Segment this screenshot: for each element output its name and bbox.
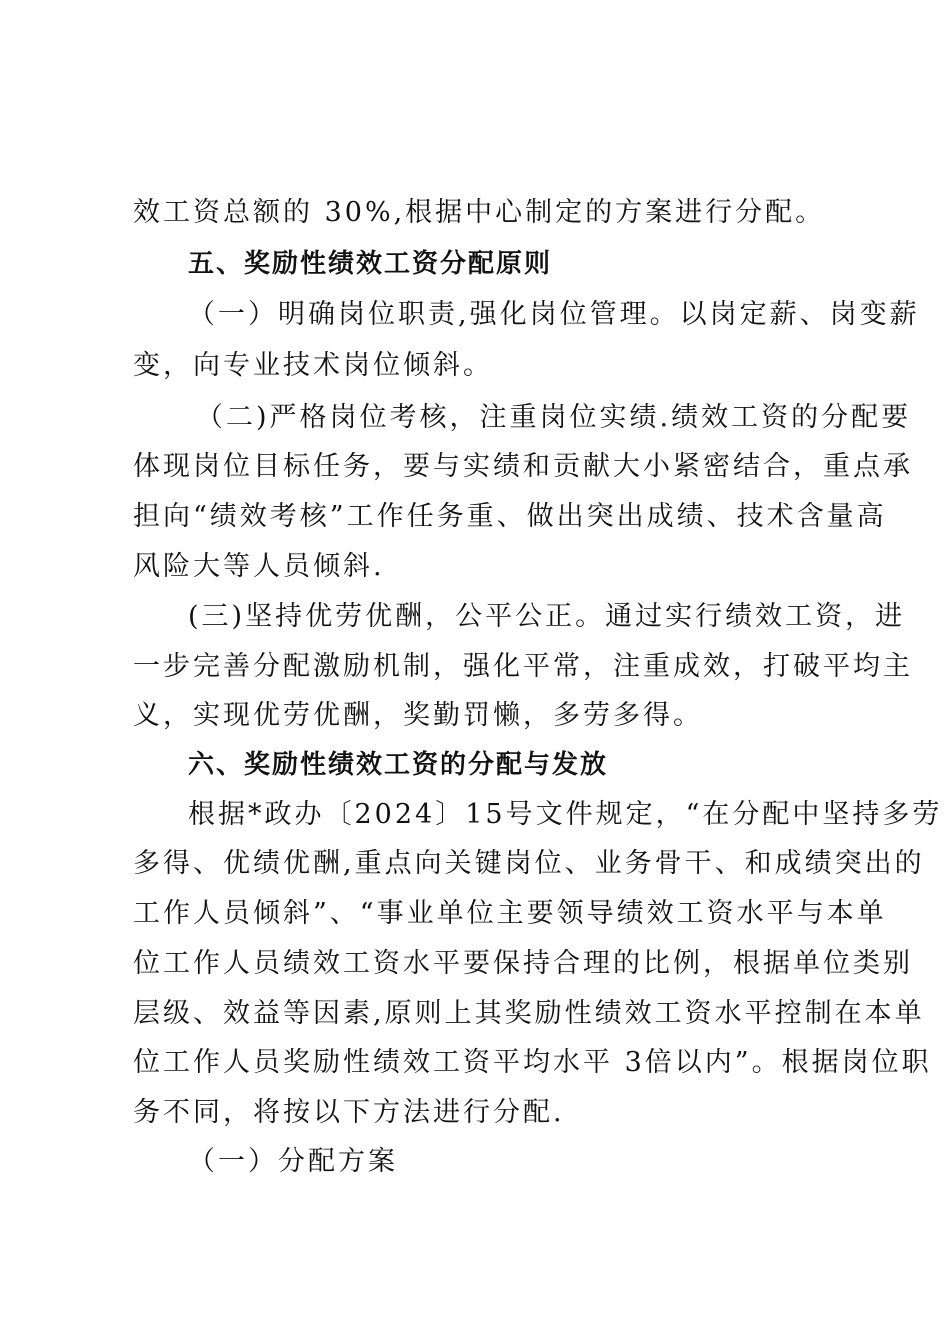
- paragraph-line: 风险大等人员倾斜.: [133, 551, 385, 582]
- subsection-heading: （一）分配方案: [188, 1146, 398, 1177]
- section-heading-five: 五、奖励性绩效工资分配原则: [188, 249, 553, 279]
- paragraph-line: 变，向专业技术岗位倾斜。: [133, 350, 493, 381]
- paragraph-line: 务不同，将按以下方法进行分配.: [133, 1097, 565, 1128]
- paragraph-line: 体现岗位目标任务，要与实绩和贡献大小紧密结合，重点承: [133, 451, 913, 482]
- section-heading-six: 六、奖励性绩效工资的分配与发放: [188, 750, 609, 780]
- paragraph-line: 义，实现优劳优酬，奖勤罚懒，多劳多得。: [133, 700, 703, 731]
- paragraph-line: 担向“绩效考核”工作任务重、做出突出成绩、技术含量高: [133, 501, 887, 532]
- paragraph-line: （一）明确岗位职责,强化岗位管理。以岗定薪、岗变薪: [188, 299, 920, 330]
- paragraph-line: 一步完善分配激励机制，强化平常，注重成效，打破平均主: [133, 651, 913, 682]
- paragraph-line: 位工作人员绩效工资水平要保持合理的比例，根据单位类别: [133, 948, 913, 979]
- paragraph-line: 工作人员倾斜”、“事业单位主要领导绩效工资水平与本单: [133, 898, 887, 929]
- paragraph-line: （二)严格岗位考核，注重岗位实绩.绩效工资的分配要: [196, 402, 912, 433]
- paragraph-line: (三)坚持优劳优酬，公平公正。通过实行绩效工资，进: [188, 601, 906, 632]
- paragraph-line: 层级、效益等因素,原则上其奖励性绩效工资水平控制在本单: [133, 998, 925, 1029]
- paragraph-line: 多得、优绩优酬,重点向关键岗位、业务骨干、和成绩突出的: [133, 848, 925, 879]
- paragraph-line: 根据*政办〔2024〕15号文件规定，“在分配中坚持多劳: [188, 799, 943, 830]
- paragraph-line: 位工作人员奖励性绩效工资平均水平 3倍以内”。根据岗位职: [133, 1047, 932, 1078]
- paragraph-line: 效工资总额的 30%,根据中心制定的方案进行分配。: [133, 197, 826, 228]
